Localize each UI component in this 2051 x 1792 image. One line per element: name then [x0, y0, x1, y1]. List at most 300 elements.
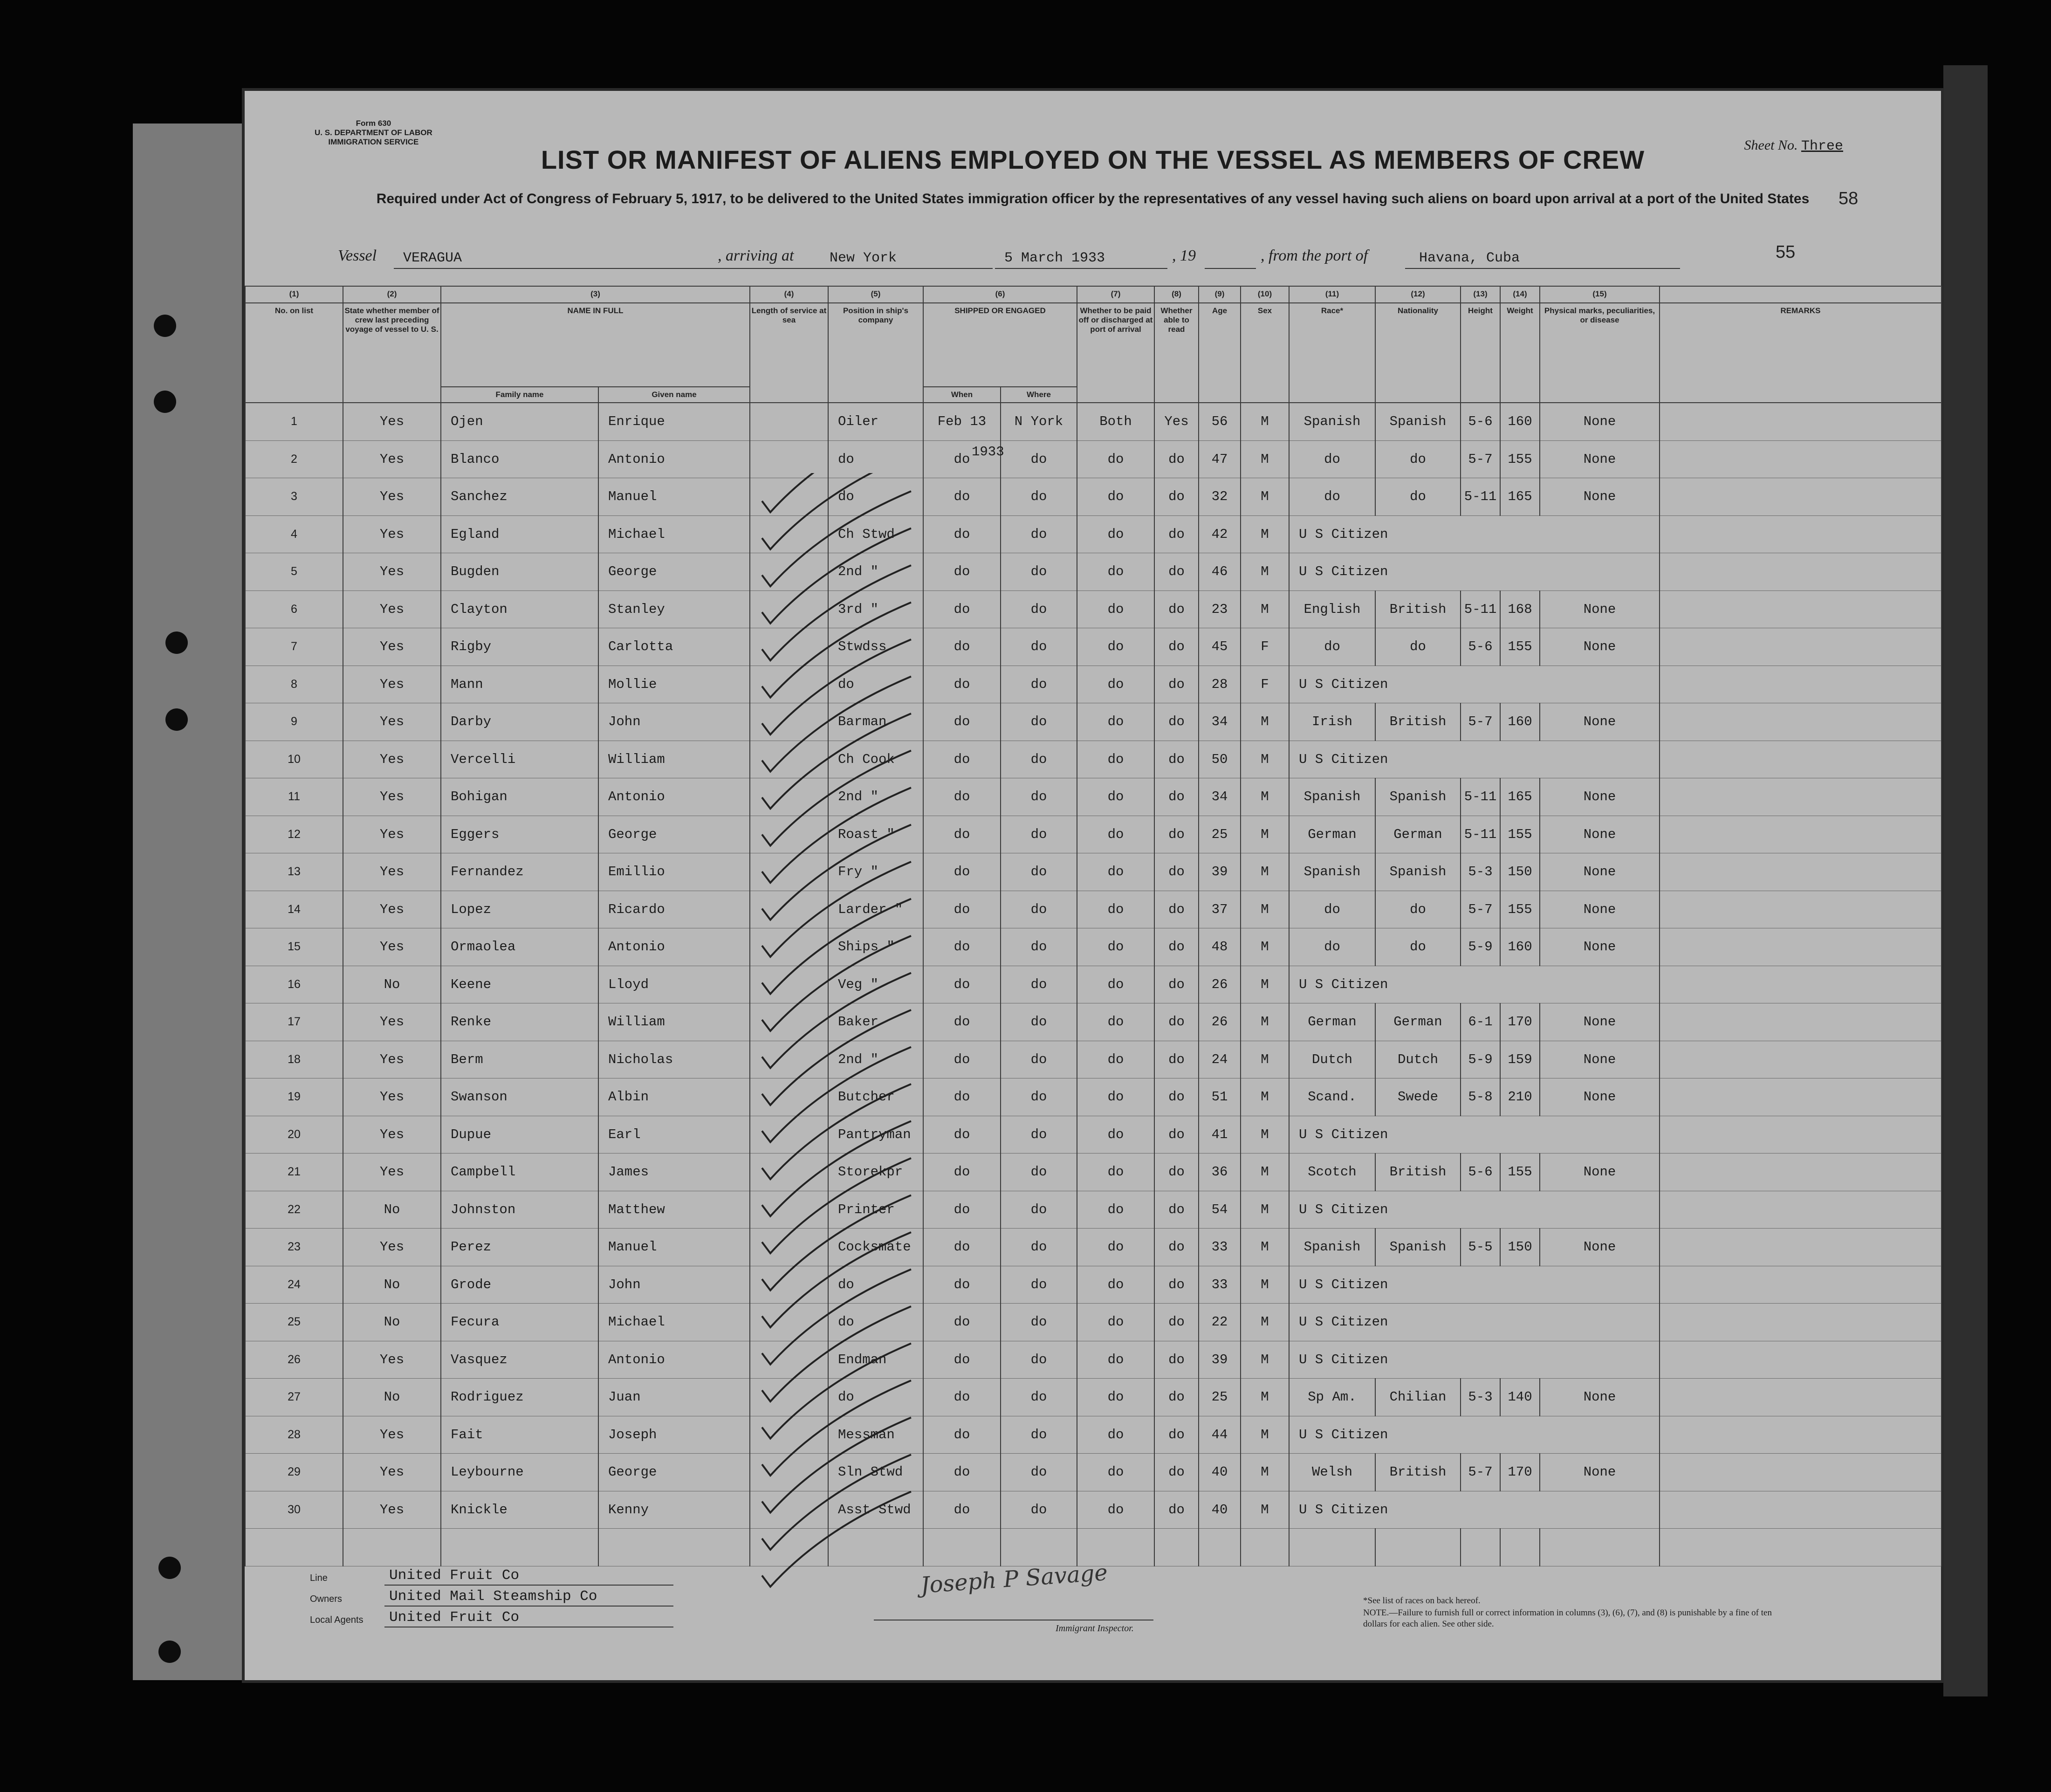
table-row — [245, 816, 1941, 853]
cell-when: do — [923, 778, 1001, 816]
cell-length — [750, 590, 828, 628]
cell-family: Egland — [441, 515, 598, 553]
cell-weight: 155 — [1500, 816, 1540, 853]
cell-sex: M — [1241, 778, 1289, 816]
cell-remarks — [1660, 1304, 1941, 1341]
cell-remarks — [1660, 628, 1941, 666]
cell-family: Bohigan — [441, 778, 598, 816]
cell-read: do — [1154, 816, 1199, 853]
crew-manifest-table — [245, 286, 1942, 1566]
cell-physical: None — [1540, 778, 1660, 816]
cell-read: do — [1154, 1304, 1199, 1341]
cell-paid: do — [1077, 1379, 1154, 1416]
cell-where: do — [1001, 440, 1077, 478]
cell-when: do — [923, 666, 1001, 703]
cell-where: do — [1001, 816, 1077, 853]
cell-paid: do — [1077, 515, 1154, 553]
cell-read: do — [1154, 515, 1199, 553]
cell-member: Yes — [343, 1116, 441, 1153]
cell-race: German — [1289, 1003, 1375, 1041]
col-num: (11) — [1289, 286, 1375, 303]
cell-where: do — [1001, 1454, 1077, 1491]
cell-position: do — [828, 478, 923, 516]
cell-when: do — [923, 741, 1001, 778]
agents-value: United Fruit Co — [389, 1609, 520, 1626]
cell-length — [750, 1304, 828, 1341]
cell-length — [750, 891, 828, 928]
cell-where: do — [1001, 741, 1077, 778]
cell-where: do — [1001, 1229, 1077, 1266]
underline — [394, 268, 860, 269]
margin-number: 55 — [1776, 242, 1796, 262]
cell-length — [750, 741, 828, 778]
cell-where: do — [1001, 1341, 1077, 1379]
cell-sex: M — [1241, 1454, 1289, 1491]
cell-weight: 160 — [1500, 928, 1540, 966]
cell-nationality: Dutch — [1375, 1041, 1461, 1078]
underline — [1405, 268, 1680, 269]
cell-race: do — [1289, 891, 1375, 928]
cell-no: 14 — [245, 891, 343, 928]
cell-no: 18 — [245, 1041, 343, 1078]
cell-paid: do — [1077, 1416, 1154, 1454]
cell-paid: do — [1077, 478, 1154, 516]
cell-nationality: Spanish — [1375, 403, 1461, 440]
col-age: Age — [1199, 303, 1241, 403]
cell-weight: 155 — [1500, 628, 1540, 666]
cell-no: 5 — [245, 553, 343, 591]
cell-read: do — [1154, 1491, 1199, 1529]
cell-sex: M — [1241, 1078, 1289, 1116]
cell-physical: None — [1540, 816, 1660, 853]
cell-weight: 155 — [1500, 891, 1540, 928]
cell-blank — [1289, 1529, 1375, 1566]
agents-label: Local Agents — [310, 1615, 364, 1625]
cell-sex: M — [1241, 891, 1289, 928]
back-sheet-edge — [1943, 65, 1988, 1696]
cell-paid: do — [1077, 1454, 1154, 1491]
cell-sex: M — [1241, 1341, 1289, 1379]
cell-no: 3 — [245, 478, 343, 516]
cell-length — [750, 1416, 828, 1454]
cell-when: do — [923, 590, 1001, 628]
table-row — [245, 891, 1941, 928]
cell-read: do — [1154, 590, 1199, 628]
cell-when: do — [923, 1491, 1001, 1529]
binder-hole — [165, 708, 188, 731]
binder-hole — [154, 315, 176, 337]
cell-remarks — [1660, 1003, 1941, 1041]
cell-given: Enrique — [598, 403, 750, 440]
col-num: (12) — [1375, 286, 1461, 303]
cell-sex: M — [1241, 440, 1289, 478]
cell-given: Antonio — [598, 778, 750, 816]
cell-physical: None — [1540, 628, 1660, 666]
cell-height: 5-3 — [1461, 853, 1500, 891]
cell-given: Joseph — [598, 1416, 750, 1454]
cell-no: 2 — [245, 440, 343, 478]
inspector-signature: Joseph P Savage — [919, 1559, 1109, 1599]
cell-member: Yes — [343, 891, 441, 928]
cell-race: Spanish — [1289, 1229, 1375, 1266]
cell-remarks — [1660, 1191, 1941, 1229]
line-label: Line — [310, 1573, 328, 1583]
cell-read: do — [1154, 1078, 1199, 1116]
cell-length — [750, 1454, 828, 1491]
cell-given: Stanley — [598, 590, 750, 628]
cell-when: do — [923, 891, 1001, 928]
cell-age: 47 — [1199, 440, 1241, 478]
cell-remarks — [1660, 515, 1941, 553]
col-read: Whether able to read — [1154, 303, 1199, 403]
cell-family: Dupue — [441, 1116, 598, 1153]
col-num: (7) — [1077, 286, 1154, 303]
cell-physical: None — [1540, 1229, 1660, 1266]
cell-nationality: Chilian — [1375, 1379, 1461, 1416]
cell-where: do — [1001, 1491, 1077, 1529]
cell-race: do — [1289, 628, 1375, 666]
cell-no: 15 — [245, 928, 343, 966]
cell-race: German — [1289, 816, 1375, 853]
cell-remarks — [1660, 741, 1941, 778]
sheet-value: Three — [1801, 138, 1843, 154]
cell-paid: do — [1077, 1191, 1154, 1229]
table-row — [245, 666, 1941, 703]
cell-given: Matthew — [598, 1191, 750, 1229]
cell-paid: do — [1077, 853, 1154, 891]
cell-height: 5-11 — [1461, 478, 1500, 516]
table-row — [245, 515, 1941, 553]
cell-when: do — [923, 1116, 1001, 1153]
cell-race: U S Citizen — [1289, 1191, 1660, 1229]
cell-physical: None — [1540, 590, 1660, 628]
cell-blank — [343, 1529, 441, 1566]
cell-length — [750, 1003, 828, 1041]
cell-weight: 168 — [1500, 590, 1540, 628]
cell-position: Cocksmate — [828, 1229, 923, 1266]
cell-physical: None — [1540, 1454, 1660, 1491]
cell-given: Kenny — [598, 1491, 750, 1529]
cell-length — [750, 515, 828, 553]
cell-length — [750, 403, 828, 440]
cell-where: do — [1001, 966, 1077, 1003]
table-row — [245, 928, 1941, 966]
cell-no: 23 — [245, 1229, 343, 1266]
cell-no: 26 — [245, 1341, 343, 1379]
cell-height: 5-7 — [1461, 1454, 1500, 1491]
binder-hole — [158, 1557, 181, 1579]
cell-paid: do — [1077, 703, 1154, 741]
cell-sex: M — [1241, 553, 1289, 591]
cell-given: Michael — [598, 515, 750, 553]
cell-age: 33 — [1199, 1266, 1241, 1304]
cell-family: Mann — [441, 666, 598, 703]
table-row — [245, 1416, 1941, 1454]
table-row — [245, 590, 1941, 628]
cell-read: do — [1154, 928, 1199, 966]
cell-paid: do — [1077, 1491, 1154, 1529]
cell-member: No — [343, 966, 441, 1003]
cell-where: N York — [1001, 403, 1077, 440]
column-header-row — [245, 303, 1941, 387]
cell-remarks — [1660, 778, 1941, 816]
cell-given: Nicholas — [598, 1041, 750, 1078]
cell-where: do — [1001, 553, 1077, 591]
cell-race: Dutch — [1289, 1041, 1375, 1078]
cell-paid: do — [1077, 628, 1154, 666]
col-name: NAME IN FULL — [441, 303, 750, 387]
cell-race: Spanish — [1289, 853, 1375, 891]
cell-read: do — [1154, 1116, 1199, 1153]
cell-blank — [1241, 1529, 1289, 1566]
cell-no: 21 — [245, 1153, 343, 1191]
cell-position: 2nd " — [828, 553, 923, 591]
cell-blank — [441, 1529, 598, 1566]
cell-nationality: German — [1375, 1003, 1461, 1041]
col-num: (13) — [1461, 286, 1500, 303]
cell-when: do — [923, 966, 1001, 1003]
cell-read: do — [1154, 1003, 1199, 1041]
col-no: No. on list — [245, 303, 343, 403]
table-row — [245, 440, 1941, 478]
cell-age: 41 — [1199, 1116, 1241, 1153]
cell-when: do — [923, 1003, 1001, 1041]
cell-age: 42 — [1199, 515, 1241, 553]
cell-age: 28 — [1199, 666, 1241, 703]
cell-paid: do — [1077, 891, 1154, 928]
cell-member: Yes — [343, 1153, 441, 1191]
departure-port: Havana, Cuba — [1419, 250, 1520, 266]
cell-weight: 155 — [1500, 1153, 1540, 1191]
cell-remarks — [1660, 590, 1941, 628]
cell-position: Veg " — [828, 966, 923, 1003]
manifest-page — [245, 91, 1941, 1680]
col-height: Height — [1461, 303, 1500, 403]
cell-age: 44 — [1199, 1416, 1241, 1454]
cell-paid: do — [1077, 1341, 1154, 1379]
cell-paid: do — [1077, 816, 1154, 853]
cell-member: Yes — [343, 703, 441, 741]
cell-height: 5-8 — [1461, 1078, 1500, 1116]
cell-family: Blanco — [441, 440, 598, 478]
binder-hole — [165, 632, 188, 654]
cell-physical: None — [1540, 853, 1660, 891]
table-row — [245, 1191, 1941, 1229]
cell-no: 17 — [245, 1003, 343, 1041]
vessel-name: VERAGUA — [403, 250, 462, 266]
cell-where: do — [1001, 1041, 1077, 1078]
cell-position: do — [828, 1379, 923, 1416]
cell-race: U S Citizen — [1289, 515, 1660, 553]
cell-when: do — [923, 703, 1001, 741]
cell-where: do — [1001, 1153, 1077, 1191]
cell-no: 9 — [245, 703, 343, 741]
cell-weight: 160 — [1500, 403, 1540, 440]
col-num: (8) — [1154, 286, 1199, 303]
cell-length — [750, 1153, 828, 1191]
cell-race: U S Citizen — [1289, 1416, 1660, 1454]
cell-nationality: British — [1375, 590, 1461, 628]
cell-position: Stwdss — [828, 628, 923, 666]
cell-remarks — [1660, 816, 1941, 853]
cell-family: Fecura — [441, 1304, 598, 1341]
col-length: Length of service at sea — [750, 303, 828, 403]
cell-family: Vasquez — [441, 1341, 598, 1379]
cell-member: Yes — [343, 741, 441, 778]
cell-when: do — [923, 1191, 1001, 1229]
cell-sex: M — [1241, 966, 1289, 1003]
cell-where: do — [1001, 1191, 1077, 1229]
col-shipped: SHIPPED OR ENGAGED — [923, 303, 1077, 387]
col-num: (1) — [245, 286, 343, 303]
binder-hole — [154, 391, 176, 413]
cell-length — [750, 1191, 828, 1229]
cell-read: do — [1154, 478, 1199, 516]
cell-given: Manuel — [598, 1229, 750, 1266]
cell-family: Ojen — [441, 403, 598, 440]
cell-paid: do — [1077, 1078, 1154, 1116]
cell-length — [750, 816, 828, 853]
arriving-label: , arriving at — [718, 247, 794, 264]
cell-given: Emillio — [598, 853, 750, 891]
cell-physical: None — [1540, 891, 1660, 928]
cell-read: do — [1154, 1341, 1199, 1379]
cell-position: Roast " — [828, 816, 923, 853]
cell-weight: 140 — [1500, 1379, 1540, 1416]
cell-where: do — [1001, 478, 1077, 516]
col-paid: Whether to be paid off or discharged at port of arrival — [1077, 303, 1154, 403]
cell-sex: M — [1241, 816, 1289, 853]
cell-family: Rigby — [441, 628, 598, 666]
cell-position: Printer — [828, 1191, 923, 1229]
cell-remarks — [1660, 1078, 1941, 1116]
cell-position: do — [828, 1304, 923, 1341]
cell-length — [750, 1229, 828, 1266]
table-row — [245, 403, 1941, 440]
cell-member: Yes — [343, 666, 441, 703]
cell-no: 13 — [245, 853, 343, 891]
cell-length — [750, 853, 828, 891]
cell-race: U S Citizen — [1289, 1491, 1660, 1529]
cell-position: Barman — [828, 703, 923, 741]
cell-remarks — [1660, 891, 1941, 928]
cell-position: Asst Stwd — [828, 1491, 923, 1529]
table-row — [245, 1491, 1941, 1529]
cell-position: 2nd " — [828, 1041, 923, 1078]
cell-when: do — [923, 478, 1001, 516]
col-weight: Weight — [1500, 303, 1540, 403]
cell-race: do — [1289, 928, 1375, 966]
owners-label: Owners — [310, 1594, 342, 1604]
cell-blank — [828, 1529, 923, 1566]
cell-no: 30 — [245, 1491, 343, 1529]
col-num: (4) — [750, 286, 828, 303]
cell-paid: do — [1077, 1304, 1154, 1341]
col-num — [1660, 286, 1941, 303]
form-number: Form 630 — [356, 119, 391, 128]
cell-when: do — [923, 928, 1001, 966]
cell-length — [750, 1041, 828, 1078]
cell-family: Fernandez — [441, 853, 598, 891]
cell-position: Baker — [828, 1003, 923, 1041]
table-row — [245, 1454, 1941, 1491]
cell-when: Feb 13 — [923, 403, 1001, 440]
cell-family: Sanchez — [441, 478, 598, 516]
cell-sex: F — [1241, 628, 1289, 666]
underline — [1205, 268, 1256, 269]
cell-weight: 170 — [1500, 1454, 1540, 1491]
cell-read: do — [1154, 1229, 1199, 1266]
department: U. S. DEPARTMENT OF LABOR — [315, 128, 432, 137]
cell-family: Bugden — [441, 553, 598, 591]
cell-race: Scotch — [1289, 1153, 1375, 1191]
col-given: Given name — [598, 387, 750, 403]
cell-weight: 160 — [1500, 703, 1540, 741]
cell-paid: do — [1077, 928, 1154, 966]
cell-race: U S Citizen — [1289, 1341, 1660, 1379]
cell-paid: do — [1077, 553, 1154, 591]
cell-when: do — [923, 1229, 1001, 1266]
cell-height: 5-7 — [1461, 703, 1500, 741]
cell-weight: 170 — [1500, 1003, 1540, 1041]
cell-weight: 165 — [1500, 778, 1540, 816]
col-family: Family name — [441, 387, 598, 403]
cell-where: do — [1001, 1116, 1077, 1153]
cell-position: Endman — [828, 1341, 923, 1379]
cell-age: 25 — [1199, 1379, 1241, 1416]
cell-age: 48 — [1199, 928, 1241, 966]
cell-given: Michael — [598, 1304, 750, 1341]
col-nationality: Nationality — [1375, 303, 1461, 403]
cell-nationality: British — [1375, 1153, 1461, 1191]
cell-height: 5-7 — [1461, 891, 1500, 928]
cell-member: Yes — [343, 1229, 441, 1266]
cell-read: do — [1154, 891, 1199, 928]
page-subtitle: Required under Act of Congress of February 5, 1917, to be delivered to the United States immigration officer by the representatives of any vessel having such aliens on board upon arrival at a port of the United States — [376, 191, 1810, 206]
cell-no: 20 — [245, 1116, 343, 1153]
table-row — [245, 553, 1941, 591]
cell-age: 24 — [1199, 1041, 1241, 1078]
cell-remarks — [1660, 853, 1941, 891]
cell-age: 39 — [1199, 1341, 1241, 1379]
cell-read: Yes — [1154, 403, 1199, 440]
cell-no: 16 — [245, 966, 343, 1003]
cell-remarks — [1660, 1266, 1941, 1304]
cell-read: do — [1154, 1041, 1199, 1078]
cell-height: 6-1 — [1461, 1003, 1500, 1041]
cell-height: 5-9 — [1461, 1041, 1500, 1078]
col-where: Where — [1001, 387, 1077, 403]
cell-blank — [1199, 1529, 1241, 1566]
cell-blank — [1154, 1529, 1199, 1566]
cell-member: Yes — [343, 440, 441, 478]
cell-given: James — [598, 1153, 750, 1191]
cell-member: Yes — [343, 1003, 441, 1041]
cell-no: 19 — [245, 1078, 343, 1116]
cell-physical: None — [1540, 703, 1660, 741]
cell-member: Yes — [343, 1078, 441, 1116]
cell-when: do — [923, 1153, 1001, 1191]
cell-height: 5-6 — [1461, 1153, 1500, 1191]
cell-physical: None — [1540, 1078, 1660, 1116]
arrival-date: 5 March 1933 — [1004, 250, 1105, 266]
cell-paid: do — [1077, 666, 1154, 703]
cell-where: do — [1001, 853, 1077, 891]
table-row — [245, 478, 1941, 516]
cell-paid: do — [1077, 1229, 1154, 1266]
cell-where: do — [1001, 928, 1077, 966]
cell-remarks — [1660, 1116, 1941, 1153]
